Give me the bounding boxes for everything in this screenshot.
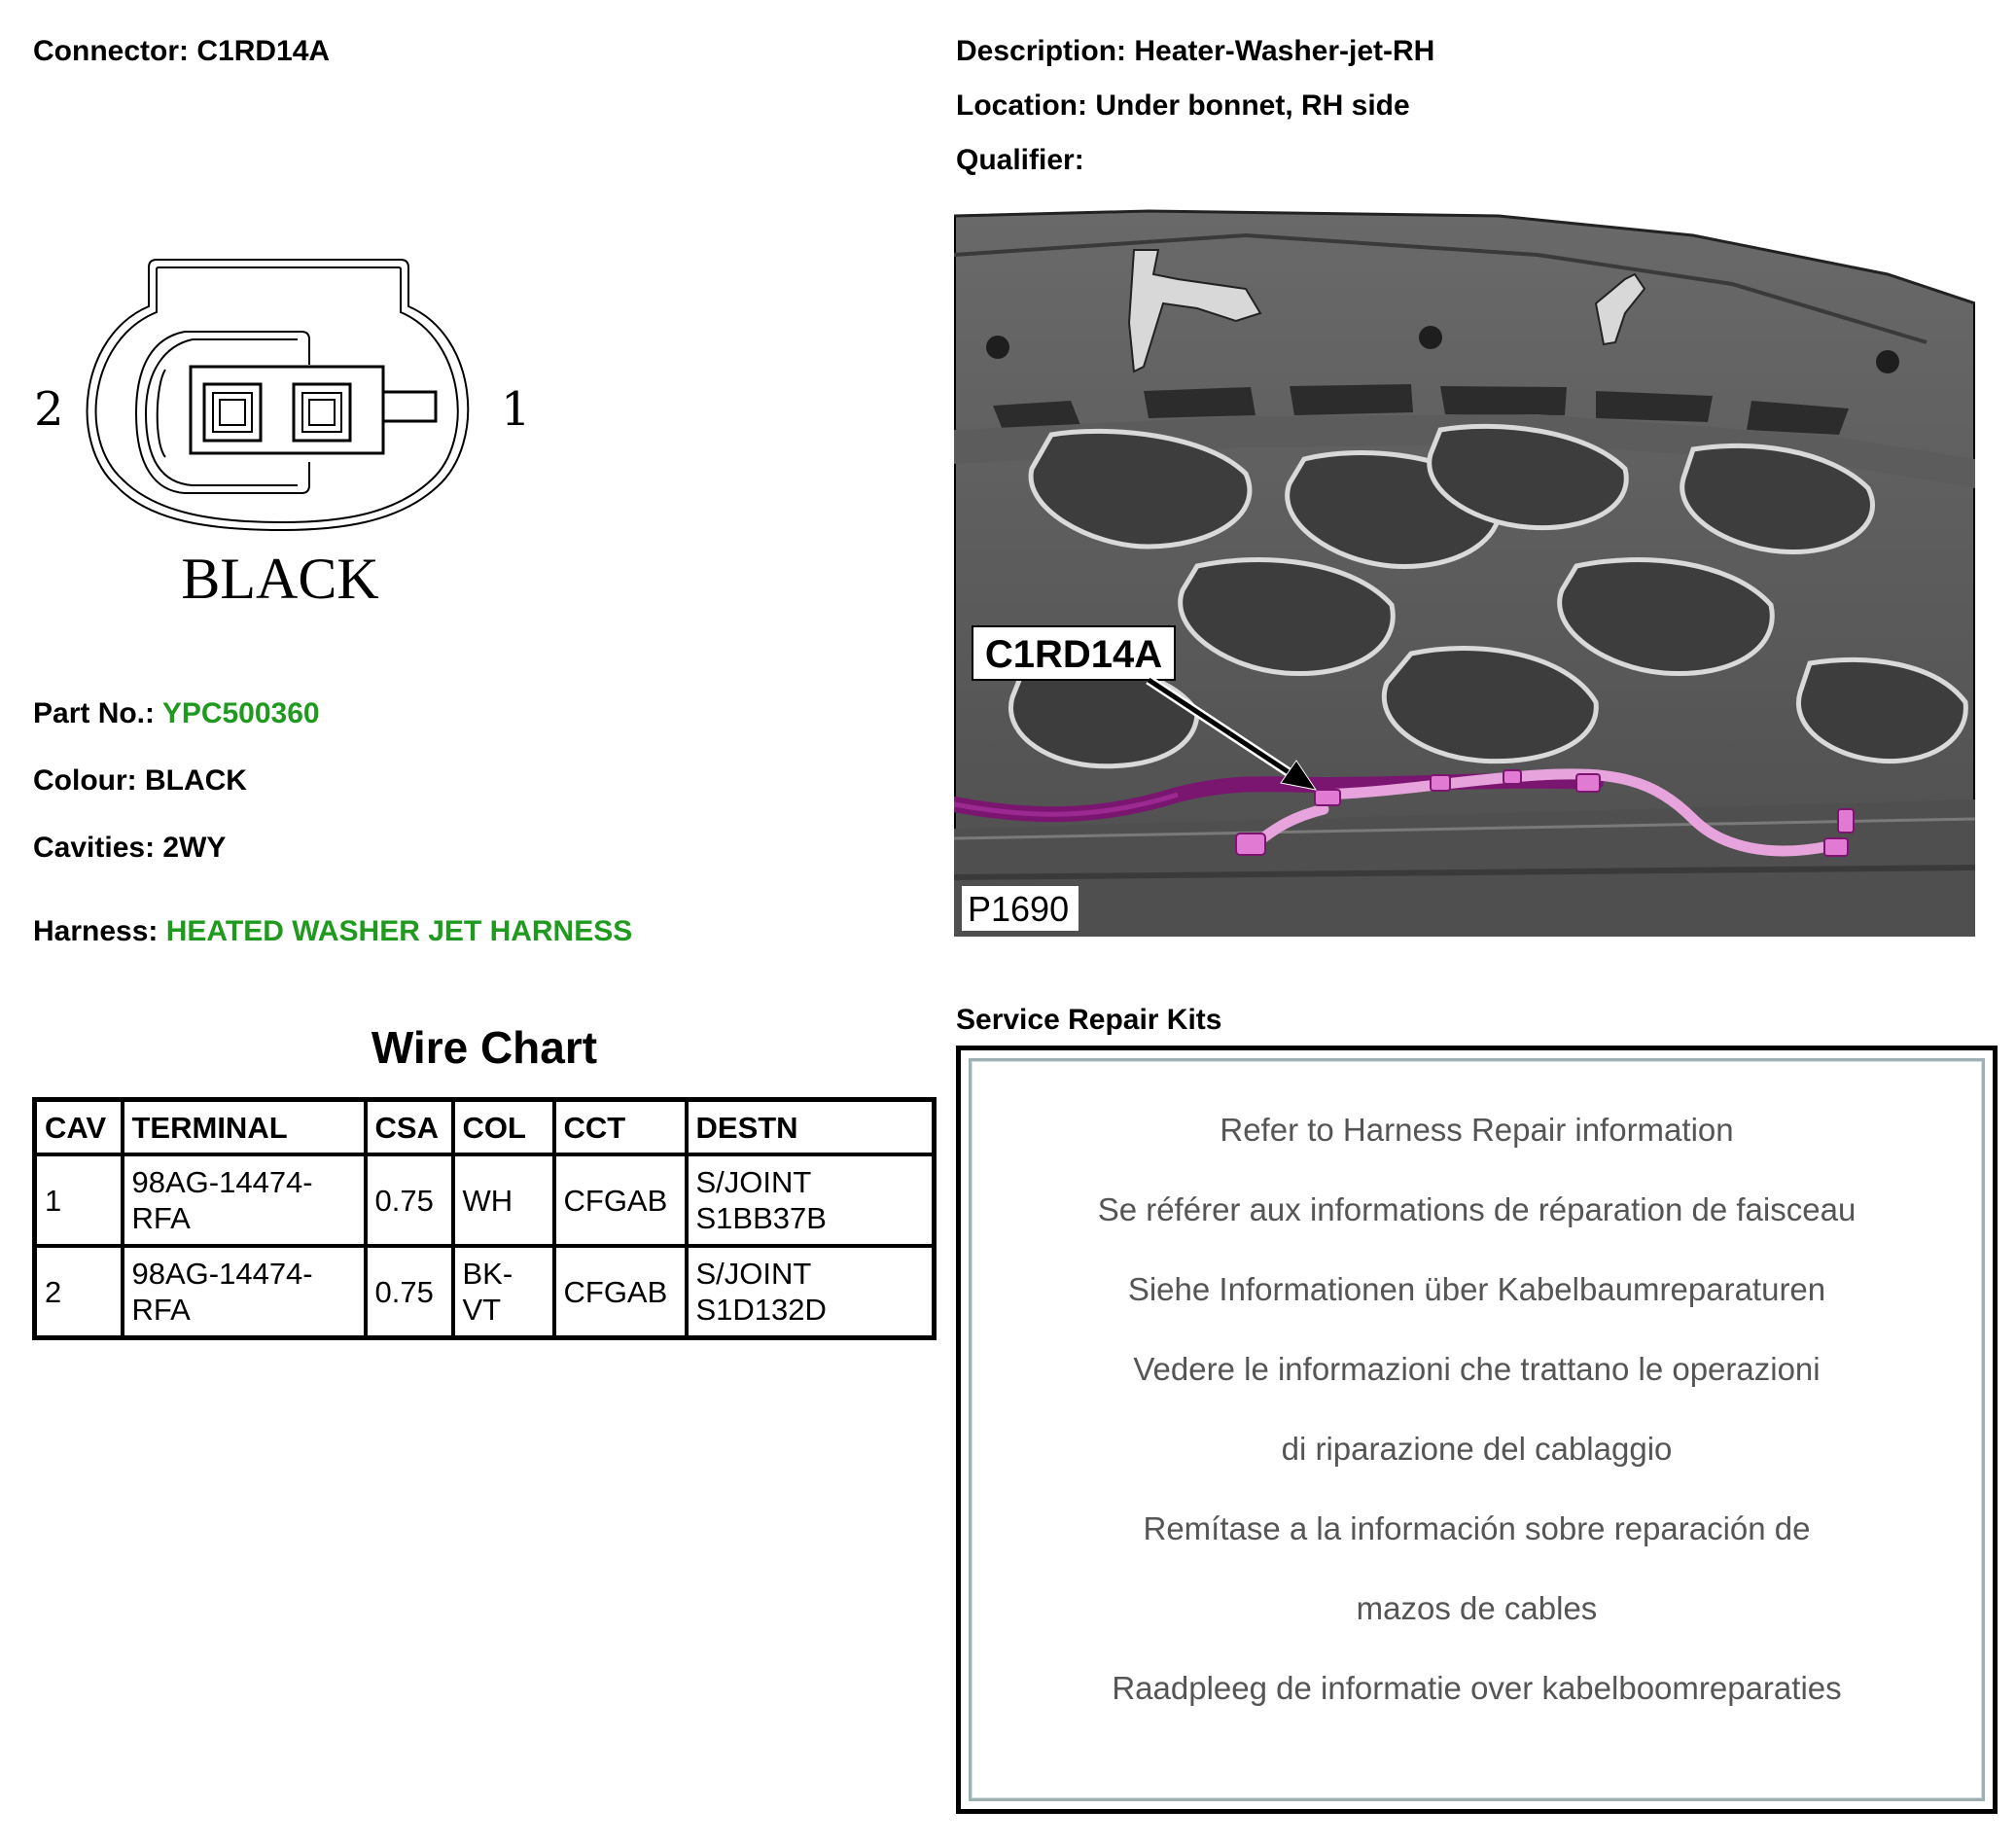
colour-line — [33, 763, 247, 798]
service-kits-box — [956, 1046, 1998, 1814]
kit-line-nl: Raadpleeg de informatie over kabelboomreparaties — [1112, 1670, 1842, 1706]
cell-cct: CFGAB — [554, 1246, 687, 1338]
kit-line-de: Siehe Informationen über Kabelbaumreparaturen — [1127, 1271, 1826, 1307]
connector-line — [33, 34, 330, 69]
connector-location-image — [954, 196, 1975, 937]
kit-line-it-2: di riparazione del cablaggio — [1281, 1431, 1673, 1467]
qualifier-line — [956, 143, 1084, 178]
kit-line-fr: Se référer aux informations de réparation de faisceau — [1097, 1191, 1857, 1227]
cell-col-line2: VT — [462, 1293, 502, 1327]
header-destn: DESTN — [687, 1100, 935, 1155]
location-value: Under bonnet, RH side — [1095, 89, 1410, 122]
diagram-colour-text: BLACK — [181, 547, 379, 611]
cell-destn-line1: S/JOINT — [695, 1165, 812, 1199]
cell-cav: 1 — [35, 1154, 123, 1246]
cell-terminal — [123, 1154, 366, 1246]
cavities-line — [33, 831, 226, 866]
cell-terminal-line1: 98AG-14474- — [131, 1165, 313, 1199]
harness-link[interactable]: HEATED WASHER JET HARNESS — [165, 915, 633, 947]
kit-line-it-1: Vedere le informazioni che trattano le operazioni — [1133, 1351, 1821, 1387]
kit-line-es-1: Remítase a la información sobre reparación de — [1143, 1510, 1811, 1546]
cell-cct: CFGAB — [554, 1154, 687, 1246]
part-line — [33, 696, 320, 731]
cell-col — [453, 1154, 554, 1246]
figure-ref: P1690 — [968, 889, 1070, 929]
cell-destn — [687, 1246, 935, 1338]
description-value: Heater-Washer-jet-RH — [1134, 35, 1435, 67]
cell-destn-line2: S1D132D — [695, 1293, 827, 1327]
kit-line-en: Refer to Harness Repair information — [1220, 1112, 1734, 1148]
connector-value: C1RD14A — [196, 35, 331, 67]
wire-chart-header-row — [35, 1100, 935, 1155]
colour-value: BLACK — [144, 764, 247, 797]
header-terminal: TERMINAL — [123, 1100, 366, 1155]
description-label: Description: — [956, 35, 1127, 67]
header-cav: CAV — [35, 1100, 123, 1155]
harness-line — [33, 914, 632, 949]
cell-destn — [687, 1154, 935, 1246]
header-col: COL — [453, 1100, 554, 1155]
colour-label: Colour: — [33, 764, 137, 797]
cell-terminal-line2: RFA — [131, 1293, 191, 1327]
cell-destn-line2: S1BB37B — [695, 1201, 827, 1235]
wire-chart-table — [32, 1097, 937, 1340]
part-label: Part No.: — [33, 697, 156, 729]
qualifier-label: Qualifier: — [956, 144, 1084, 176]
location-label: Location: — [956, 89, 1087, 122]
header-csa: CSA — [366, 1100, 453, 1155]
service-kits-title: Service Repair Kits — [956, 1004, 1222, 1036]
table-row — [35, 1154, 935, 1246]
description-line — [956, 34, 1434, 69]
wire-chart-title: Wire Chart — [371, 1022, 598, 1073]
cell-csa: 0.75 — [366, 1246, 453, 1338]
cell-terminal-line2: RFA — [131, 1201, 191, 1235]
cavities-label: Cavities: — [33, 832, 156, 864]
harness-label: Harness: — [33, 915, 159, 947]
cell-cav: 2 — [35, 1246, 123, 1338]
connector-face-diagram — [19, 248, 564, 618]
pin-label-1: 1 — [501, 382, 531, 437]
cell-col-line1: BK- — [462, 1257, 513, 1291]
cell-col-line1: WH — [462, 1183, 513, 1218]
header-cct: CCT — [554, 1100, 687, 1155]
part-number-link[interactable]: YPC500360 — [161, 697, 320, 729]
location-line — [956, 89, 1410, 124]
table-row — [35, 1246, 935, 1338]
kit-line-es-2: mazos de cables — [1356, 1590, 1598, 1626]
cell-terminal — [123, 1246, 366, 1338]
callout-label: C1RD14A — [984, 633, 1163, 676]
cell-csa: 0.75 — [366, 1154, 453, 1246]
cell-col — [453, 1246, 554, 1338]
cell-destn-line1: S/JOINT — [695, 1257, 812, 1291]
cell-terminal-line1: 98AG-14474- — [131, 1257, 313, 1291]
connector-label: Connector: — [33, 35, 189, 67]
cavities-value: 2WY — [162, 832, 227, 864]
pin-label-2: 2 — [34, 382, 64, 437]
